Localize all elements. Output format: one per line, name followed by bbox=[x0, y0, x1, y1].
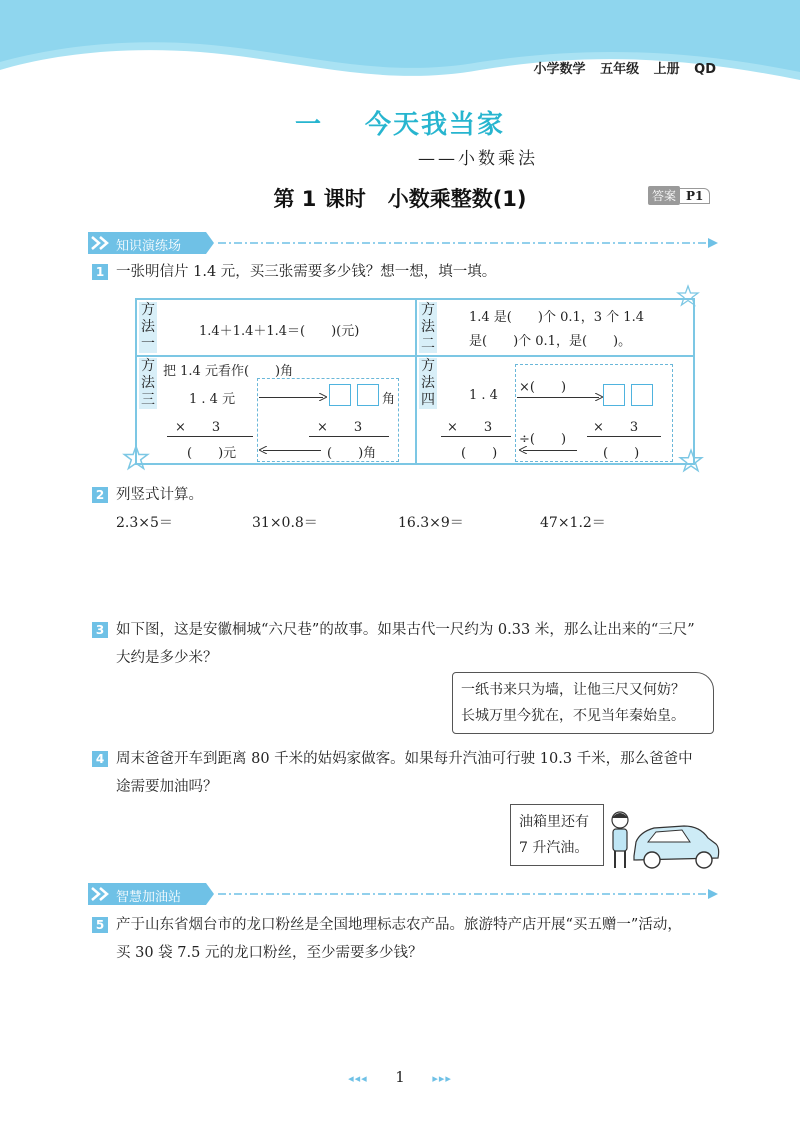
header-grade: 五年级 bbox=[600, 62, 640, 77]
question-3-line-1: 如下图，这是安徽桐城“六尺巷”的故事。如果古代一尺约为 0.33 米，那么让出来的“三尺” bbox=[116, 622, 695, 638]
speech-bubble bbox=[510, 804, 604, 866]
arrow-right-icon bbox=[517, 397, 599, 398]
page-footer bbox=[0, 1068, 800, 1086]
star-icon bbox=[676, 284, 700, 308]
question-4-line-1: 周末爸爸开车到距离 80 千米的姑妈家做客。如果每升汽油可行驶 10.3 千米，那么爸爸中 bbox=[116, 751, 693, 767]
double-arrow-icon bbox=[90, 234, 112, 252]
prev-page-icon[interactable]: ◂◂◂ bbox=[348, 1072, 368, 1085]
question-number-4: 4 bbox=[92, 751, 108, 767]
double-arrow-icon bbox=[90, 885, 112, 903]
method-4-result-2: ( ) bbox=[603, 446, 640, 461]
poem-scroll bbox=[452, 672, 714, 734]
question-4-line-2: 途需要加油吗？ bbox=[116, 779, 218, 795]
section-label-practice: 知识演练场 bbox=[116, 239, 182, 254]
digit-box[interactable] bbox=[603, 384, 625, 406]
method-4-result: ( ) bbox=[461, 446, 498, 461]
question-5-line-1: 产于山东省烟台市的龙口粉丝是全国地理标志农产品。旅游特产店开展“买五赠一”活动， bbox=[116, 917, 682, 933]
method-3-multiplier: × 3 bbox=[175, 420, 221, 435]
method-3-multiplier-2: × 3 bbox=[317, 420, 363, 435]
poem-line-1: 一纸书来只为墙，让他三尺又何妨？ bbox=[461, 682, 685, 698]
arrowhead-right-icon bbox=[319, 393, 327, 401]
method-2-line-2: 是( )个 0.1，是( )。 bbox=[469, 334, 632, 349]
arrow-right-icon bbox=[259, 397, 323, 398]
header-meta bbox=[534, 58, 716, 77]
digit-box[interactable] bbox=[357, 384, 379, 406]
next-page-icon[interactable]: ▸▸▸ bbox=[432, 1072, 452, 1085]
method-2-label: 方法二 bbox=[421, 302, 435, 352]
question-number-5: 5 bbox=[92, 917, 108, 933]
calc-item-1: 2.3×5＝ bbox=[116, 515, 173, 531]
arrowhead-left-icon bbox=[259, 446, 267, 454]
method-4-multiplier-2: × 3 bbox=[593, 420, 639, 435]
method-table bbox=[135, 298, 695, 465]
lesson-name: 小数乘整数(1) bbox=[387, 187, 527, 211]
star-icon bbox=[122, 444, 150, 472]
section-label-boost: 智慧加油站 bbox=[116, 890, 182, 905]
arrow-left-icon bbox=[523, 450, 577, 451]
digit-box[interactable] bbox=[631, 384, 653, 406]
method-3-intro: 把 1.4 元看作( )角 bbox=[163, 364, 294, 379]
method-2-line-1: 1.4 是( )个 0.1，3 个 1.4 bbox=[469, 310, 644, 325]
method-3-jiao-unit: 角 bbox=[382, 392, 396, 407]
method-4-label: 方法四 bbox=[421, 358, 435, 408]
arrowhead-right-icon bbox=[595, 393, 603, 401]
header-edition: QD bbox=[694, 62, 716, 77]
lesson-label: 第 1 课时 bbox=[273, 187, 366, 211]
method-3-label: 方法三 bbox=[141, 358, 155, 408]
method-3-result: ( )元 bbox=[187, 446, 237, 461]
method-4-div-box: ÷( ) bbox=[519, 432, 567, 447]
method-4-multiplier: × 3 bbox=[447, 420, 493, 435]
bubble-line-2: 7 升汽油。 bbox=[519, 840, 589, 856]
header-subject: 小学数学 bbox=[533, 62, 586, 77]
question-3-line-2: 大约是多少米？ bbox=[116, 650, 218, 666]
dad-and-car-illustration bbox=[604, 808, 720, 872]
question-number-3: 3 bbox=[92, 622, 108, 638]
header-wave-banner bbox=[0, 0, 800, 95]
digit-box[interactable] bbox=[329, 384, 351, 406]
answer-reference bbox=[648, 186, 710, 205]
method-3-factor: 1 . 4 元 bbox=[189, 392, 236, 407]
unit-title bbox=[0, 104, 800, 141]
method-4-mult-box: ×( ) bbox=[519, 380, 567, 395]
star-icon bbox=[678, 448, 704, 474]
calc-item-3: 16.3×9＝ bbox=[398, 515, 464, 531]
section-bar-boost bbox=[88, 883, 718, 905]
unit-name: 今天我当家 bbox=[365, 110, 506, 140]
method-4-factor: 1 . 4 bbox=[469, 388, 498, 403]
header-volume: 上册 bbox=[653, 62, 680, 77]
question-number-1: 1 bbox=[92, 264, 108, 280]
page-number: 1 bbox=[395, 1068, 405, 1086]
method-3-result-2: ( )角 bbox=[327, 446, 377, 461]
answer-label: 答案 bbox=[648, 186, 680, 205]
answer-page: P1 bbox=[680, 188, 710, 204]
question-2-text: 列竖式计算。 bbox=[116, 487, 203, 503]
calc-item-4: 47×1.2＝ bbox=[540, 515, 606, 531]
section-bar-practice bbox=[88, 232, 718, 254]
unit-number: 一 bbox=[294, 110, 323, 140]
method-1-expression: 1.4＋1.4＋1.4＝( )(元) bbox=[199, 324, 360, 339]
arrow-left-icon bbox=[263, 450, 321, 451]
method-1-label: 方法一 bbox=[141, 302, 155, 352]
question-1-text: 一张明信片 1.4 元，买三张需要多少钱？想一想，填一填。 bbox=[116, 264, 497, 280]
bubble-line-1: 油箱里还有 bbox=[519, 814, 589, 830]
arrowhead-left-icon bbox=[519, 446, 527, 454]
unit-subtitle: ——小数乘法 bbox=[418, 149, 538, 169]
poem-line-2: 长城万里今犹在，不见当年秦始皇。 bbox=[461, 708, 685, 724]
question-number-2: 2 bbox=[92, 487, 108, 503]
question-5-line-2: 买 30 袋 7.5 元的龙口粉丝，至少需要多少钱？ bbox=[116, 945, 423, 961]
calc-item-2: 31×0.8＝ bbox=[252, 515, 318, 531]
